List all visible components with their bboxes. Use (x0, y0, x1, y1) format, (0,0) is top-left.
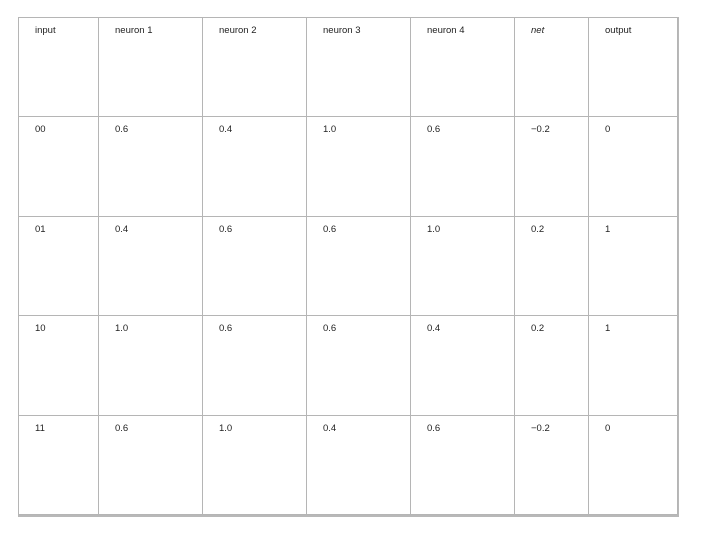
cell-neuron-3: 1.0 (307, 117, 411, 216)
cell-neuron-1: 0.6 (99, 415, 203, 514)
cell-net: 0.2 (515, 316, 589, 415)
cell-output: 1 (589, 316, 678, 415)
cell-neuron-3: 0.6 (307, 216, 411, 315)
header-output: output (589, 18, 678, 117)
cell-input: 00 (19, 117, 99, 216)
cell-output: 0 (589, 415, 678, 514)
table-header-row (19, 18, 678, 117)
cell-neuron-2: 0.4 (203, 117, 307, 216)
cell-neuron-4: 0.6 (411, 415, 515, 514)
header-input: input (19, 18, 99, 117)
cell-neuron-4: 1.0 (411, 216, 515, 315)
cell-net: 0.2 (515, 216, 589, 315)
cell-input: 11 (19, 415, 99, 514)
table-row (19, 415, 678, 514)
cell-neuron-2: 0.6 (203, 216, 307, 315)
table-row (19, 117, 678, 216)
cell-output: 0 (589, 117, 678, 216)
cell-output: 1 (589, 216, 678, 315)
cell-net: −0.2 (515, 415, 589, 514)
cell-neuron-3: 0.6 (307, 316, 411, 415)
cell-neuron-4: 0.6 (411, 117, 515, 216)
cell-neuron-3: 0.4 (307, 415, 411, 514)
cell-neuron-2: 1.0 (203, 415, 307, 514)
table-row (19, 316, 678, 415)
header-neuron-1: neuron 1 (99, 18, 203, 117)
cell-neuron-1: 0.6 (99, 117, 203, 216)
cell-neuron-2: 0.6 (203, 316, 307, 415)
data-table-container (18, 17, 679, 517)
header-neuron-2: neuron 2 (203, 18, 307, 117)
cell-neuron-4: 0.4 (411, 316, 515, 415)
table-row (19, 216, 678, 315)
cell-input: 10 (19, 316, 99, 415)
cell-net: −0.2 (515, 117, 589, 216)
cell-input: 01 (19, 216, 99, 315)
cell-neuron-1: 0.4 (99, 216, 203, 315)
header-neuron-3: neuron 3 (307, 18, 411, 117)
cell-neuron-1: 1.0 (99, 316, 203, 415)
neuron-table (18, 17, 678, 515)
header-neuron-4: neuron 4 (411, 18, 515, 117)
header-net: net (515, 18, 589, 117)
